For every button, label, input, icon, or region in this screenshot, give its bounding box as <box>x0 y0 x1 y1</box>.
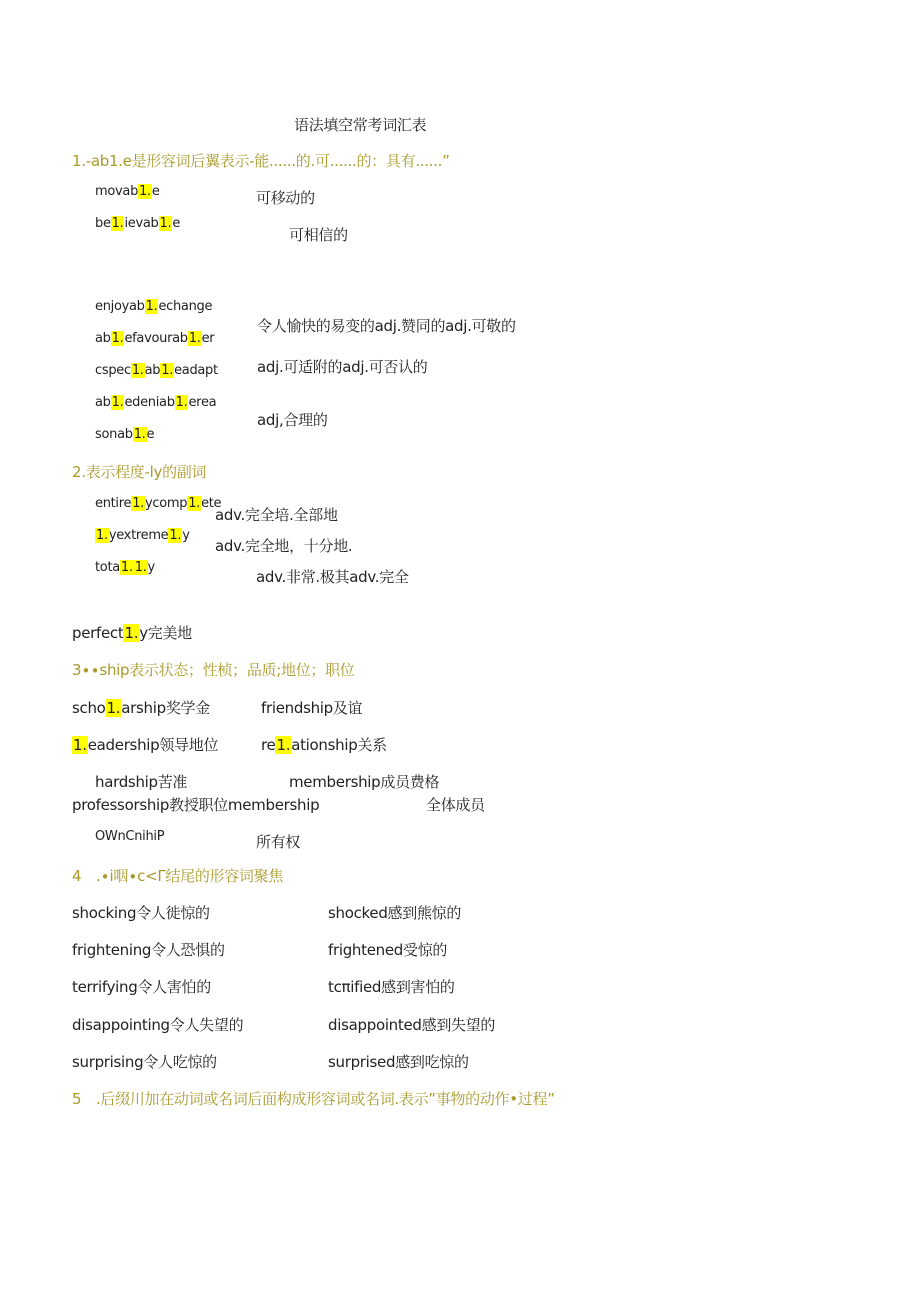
word-ownership: OWnCnihiP <box>95 829 165 844</box>
word-respectable: cspec1.ab1.eadapt <box>95 363 218 378</box>
word-relationship: re1.ationship关系 <box>261 736 387 754</box>
meaning-movable: 可移动的 <box>256 189 315 207</box>
section-4-heading: 4 .∙i咽∙c<Γ结尾的形容词聚焦 <box>72 867 284 885</box>
word-believable: be1.ievab1.e <box>95 216 181 231</box>
meaning-believable: 可相信的 <box>289 226 348 244</box>
word-friendship: friendship及谊 <box>261 699 363 717</box>
word-movable: movab1.e <box>95 184 160 199</box>
word-deniable: ab1.edeniab1.erea <box>95 395 217 410</box>
word-disappointed: disappointed感到失望的 <box>328 1016 496 1034</box>
meaning-reasonable: adj,合理的 <box>257 411 328 429</box>
word-frightened: frightened受惊的 <box>328 941 448 959</box>
word-disappointing: disappointing令人失望的 <box>72 1016 244 1034</box>
meaning-adaptable: adj.可适附的adj.可否认的 <box>257 358 428 376</box>
word-hardship: hardship苦准 <box>95 773 188 791</box>
section-1-heading: 1.-ab1.e是形容词后翼表示-能......的.可......的：具有......” <box>72 152 450 170</box>
word-shocked: shocked感到熊惊的 <box>328 904 462 922</box>
meaning-all-members: 全体成员 <box>426 796 485 814</box>
page-title: 语法填空常考词汇表 <box>294 116 427 134</box>
word-perfectly: perfect1.y完美地 <box>72 624 192 642</box>
word-surprising: surprising令人吃惊的 <box>72 1053 217 1071</box>
word-enjoyable: enjoyab1.echange <box>95 299 213 314</box>
word-reasonable: sonab1.e <box>95 427 155 442</box>
word-frightening: frightening令人恐惧的 <box>72 941 225 959</box>
word-shocking: shocking令人徙惊的 <box>72 904 210 922</box>
word-professorship: professorship教授职位membership <box>72 796 320 814</box>
word-membership-qualification: membership成员费格 <box>289 773 440 791</box>
word-entirely: entire1.ycomp1.ete <box>95 496 222 511</box>
section-5-heading: 5 .后缀川加在动词或名词后面构成形容词或名词.表示”事物的动作•过程” <box>72 1090 555 1108</box>
meaning-completely: adv.完全地，十分地. <box>215 537 353 555</box>
meaning-enjoyable: 令人愉快的易变的adj.赞同的adj.可敬的 <box>257 317 516 335</box>
word-leadership: 1.eadership领导地位 <box>73 736 219 754</box>
word-totally: tota1. 1.y <box>95 560 155 575</box>
meaning-ownership: 所有权 <box>256 833 301 851</box>
word-scholarship: scho1.arship奖学金 <box>72 699 210 717</box>
word-extremely: 1.yextreme1.y <box>96 528 190 543</box>
word-terrifying: terrifying令人害怕的 <box>72 978 211 996</box>
word-terrified: tcπified感到害怕的 <box>328 978 455 996</box>
word-surprised: surprised感到吃惊的 <box>328 1053 469 1071</box>
section-2-heading: 2.表示程度-ly的副词 <box>72 463 207 481</box>
meaning-extremely: adv.非常.极其adv.完全 <box>256 568 409 586</box>
section-3-heading: 3∙∙ship表示状态；性桢；品质;地位；职位 <box>72 661 355 679</box>
word-agreeable: ab1.efavourab1.er <box>95 331 215 346</box>
meaning-entirely: adv.完全培.全部地 <box>215 506 338 524</box>
